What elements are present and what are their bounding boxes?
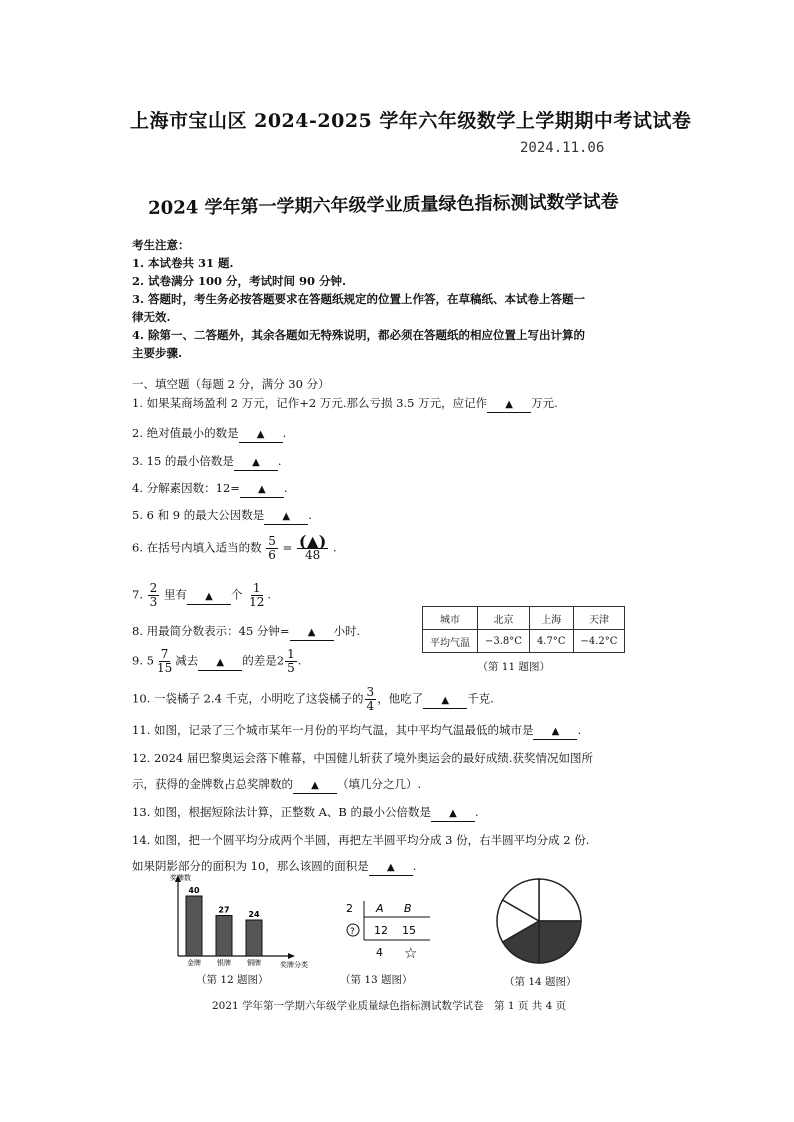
question-11: 11. 如图，记录了三个城市某年一月份的平均气温，其中平均气温最低的城市是 ▲ .	[132, 722, 581, 740]
notes-heading: 考生注意：	[132, 238, 190, 252]
category-label: 铜牌	[247, 959, 261, 967]
table-header-cell: 北京	[478, 607, 530, 630]
note-line: 3. 答题时，考生务必按答题要求在答题纸规定的位置上作答，在草稿纸、本试卷上答题一	[132, 292, 586, 306]
question-2: 2. 绝对值最小的数是 ▲ .	[132, 425, 286, 443]
answer-blank[interactable]: ▲	[187, 590, 231, 605]
table-cell: −4.2°C	[573, 630, 625, 653]
quotient-a: 12	[374, 924, 388, 937]
short-division-figure	[342, 896, 452, 987]
table-cell: −3.8°C	[478, 630, 530, 653]
final-quotient: 4	[376, 946, 383, 959]
bar-2	[246, 920, 262, 956]
unknown-divisor: ?	[350, 927, 355, 937]
category-label: 银牌	[217, 959, 231, 967]
answer-blank[interactable]: ▲	[423, 694, 467, 709]
star-icon: ☆	[404, 944, 418, 962]
divided-circle-diagram	[494, 876, 584, 966]
answer-blank[interactable]: ▲	[234, 456, 278, 471]
fraction: $\frac{3}{4}$	[366, 685, 375, 713]
page-footer: 2021 学年第一学期六年级学业质量绿色指标测试数学试卷 第 1 页 共 4 页	[212, 1000, 567, 1012]
quotient-b: 15	[402, 924, 416, 937]
table-header-cell: 上海	[529, 607, 573, 630]
question-14: 14. 如图，把一个圆平均分成两个半圆，再把左半圆平均分成 3 份，右半圆平均分成 2 份. 如果阴影部分的面积为 10，那么该圆的面积是 ▲ .	[132, 832, 589, 876]
answer-blank[interactable]: ▲	[264, 510, 308, 525]
x-axis-label: 奖牌分类	[280, 961, 308, 969]
note-line: 主要步骤.	[132, 346, 183, 360]
answer-blank[interactable]: ▲	[369, 861, 413, 876]
fraction: $\frac{1}{12}$	[249, 581, 265, 609]
figure-caption: （第 12 题图）	[196, 974, 269, 986]
figure-caption: （第 13 题图）	[340, 974, 413, 986]
question-7: 7. $\frac{2}{3}$ 里有 ▲ 个 $\frac{1}{12}$ .	[132, 581, 272, 609]
category-label: 金牌	[187, 959, 201, 967]
table-cell: 4.7°C	[529, 630, 573, 653]
bar-value-label: 24	[248, 910, 260, 919]
exam-sub-title: 2024 学年第一学期六年级学业质量绿色指标测试数学试卷	[148, 191, 619, 219]
bar-value-label: 27	[218, 905, 230, 915]
question-9: 9. 5 $\frac{7}{15}$ 减去 ▲ 的差是2 $\frac{1}{5}$ .	[132, 647, 302, 675]
answer-blank[interactable]: ▲	[293, 779, 337, 794]
note-line: 律无效.	[132, 310, 171, 324]
fraction-with-blank: $\frac{(▲)}{48}$	[298, 532, 327, 562]
dividend-a: A	[376, 902, 384, 915]
exam-main-title: 上海市宝山区 2024-2025 学年六年级数学上学期期中考试试卷	[130, 110, 692, 132]
table-row	[423, 630, 625, 653]
note-line: 2. 试卷满分 100 分，考试时间 90 分钟.	[132, 274, 347, 288]
answer-blank[interactable]: ▲	[239, 428, 283, 443]
answer-blank[interactable]: ▲	[487, 398, 531, 413]
divided-circle-figure	[494, 876, 584, 989]
question-10: 10. 一袋橘子 2.4 千克，小明吃了这袋橘子的 $\frac{3}{4}$ ，他吃了 ▲ 千克.	[132, 685, 494, 713]
answer-blank[interactable]: ▲	[198, 656, 242, 671]
medal-bar-chart-figure	[150, 870, 320, 987]
answer-blank[interactable]: ▲	[533, 725, 577, 740]
y-axis-label: 奖牌数	[170, 874, 191, 882]
bar-value-label: 40	[188, 886, 200, 895]
answer-blank[interactable]: ▲	[431, 807, 475, 822]
table-header-cell: 天津	[573, 607, 625, 630]
question-12: 12. 2024 届巴黎奥运会落下帷幕，中国健儿斩获了境外奥运会的最好成绩.获奖情况如图所 示，获得的金牌数占总奖牌数的 ▲ （填几分之几）.	[132, 750, 593, 794]
question-13: 13. 如图，根据短除法计算，正整数 A、B 的最小公倍数是 ▲ .	[132, 804, 479, 822]
short-division-diagram	[342, 896, 452, 966]
figure-caption: （第 14 题图）	[504, 976, 577, 988]
question-1: 1. 如果某商场盈利 2 万元，记作+2 万元.那么亏损 3.5 万元，应记作 ▲ 万元.	[132, 395, 558, 413]
table-header-cell: 城市	[423, 607, 478, 630]
fraction: $\frac{5}{6}$	[268, 534, 276, 562]
note-line: 4. 除第一、二答题外，其余各题如无特殊说明，都必须在答题纸的相应位置上写出计算的	[132, 328, 586, 342]
table-header-row	[423, 607, 625, 630]
temperature-table	[422, 606, 625, 653]
question-3: 3. 15 的最小倍数是 ▲ .	[132, 453, 282, 471]
dividend-b: B	[404, 902, 412, 915]
figure-caption: （第 11 题图）	[477, 661, 550, 673]
circle-sector	[539, 879, 581, 921]
bar-0	[186, 896, 202, 956]
question-5: 5. 6 和 9 的最大公因数是 ▲ .	[132, 507, 312, 525]
note-line: 1. 本试卷共 31 题.	[132, 256, 234, 270]
exam-date: 2024.11.06	[520, 140, 605, 156]
answer-blank[interactable]: ▲	[306, 532, 319, 551]
fraction: $\frac{7}{15}$	[156, 647, 173, 675]
x-axis-arrow	[288, 953, 295, 959]
answer-blank[interactable]: ▲	[290, 626, 334, 641]
question-6: 6. 在括号内填入适当的数 $\frac{5}{6}$ = $\frac{(▲)}{48}$ .	[132, 532, 337, 562]
answer-blank[interactable]: ▲	[240, 483, 284, 498]
fraction: $\frac{2}{3}$	[149, 581, 158, 609]
question-4: 4. 分解素因数：12= ▲ .	[132, 480, 288, 498]
section-title: 一、填空题（每题 2 分，满分 30 分）	[132, 377, 330, 391]
table-row-label: 平均气温	[423, 630, 478, 653]
candidate-notes	[132, 236, 585, 362]
fraction: $\frac{1}{5}$	[287, 647, 295, 675]
shaded-sector	[539, 921, 581, 963]
medal-bar-chart	[150, 870, 320, 970]
bar-1	[216, 916, 232, 957]
divisor-text: 2	[346, 902, 353, 915]
temperature-table-figure	[422, 606, 625, 674]
question-8: 8. 用最简分数表示：45 分钟= ▲ 小时.	[132, 623, 360, 641]
